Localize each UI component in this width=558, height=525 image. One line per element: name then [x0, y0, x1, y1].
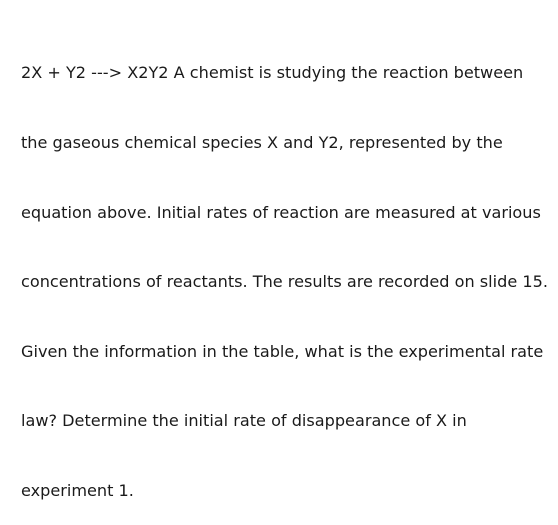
question-line: 2X + Y2 ---> X2Y2 A chemist is studying the reaction between	[21, 63, 524, 83]
question-line: concentrations of reactants. The results are recorded on slide 15.	[21, 272, 548, 292]
question-line: experiment 1.	[21, 481, 134, 501]
question-line: Given the information in the table, what is the experimental rate	[21, 341, 544, 361]
question-line: law? Determine the initial rate of disappearance of X in	[21, 411, 467, 431]
question-text	[21, 15, 551, 525]
question-line: equation above. Initial rates of reaction are measured at various	[21, 202, 541, 222]
question-line: the gaseous chemical species X and Y2, represented by the	[21, 133, 503, 153]
